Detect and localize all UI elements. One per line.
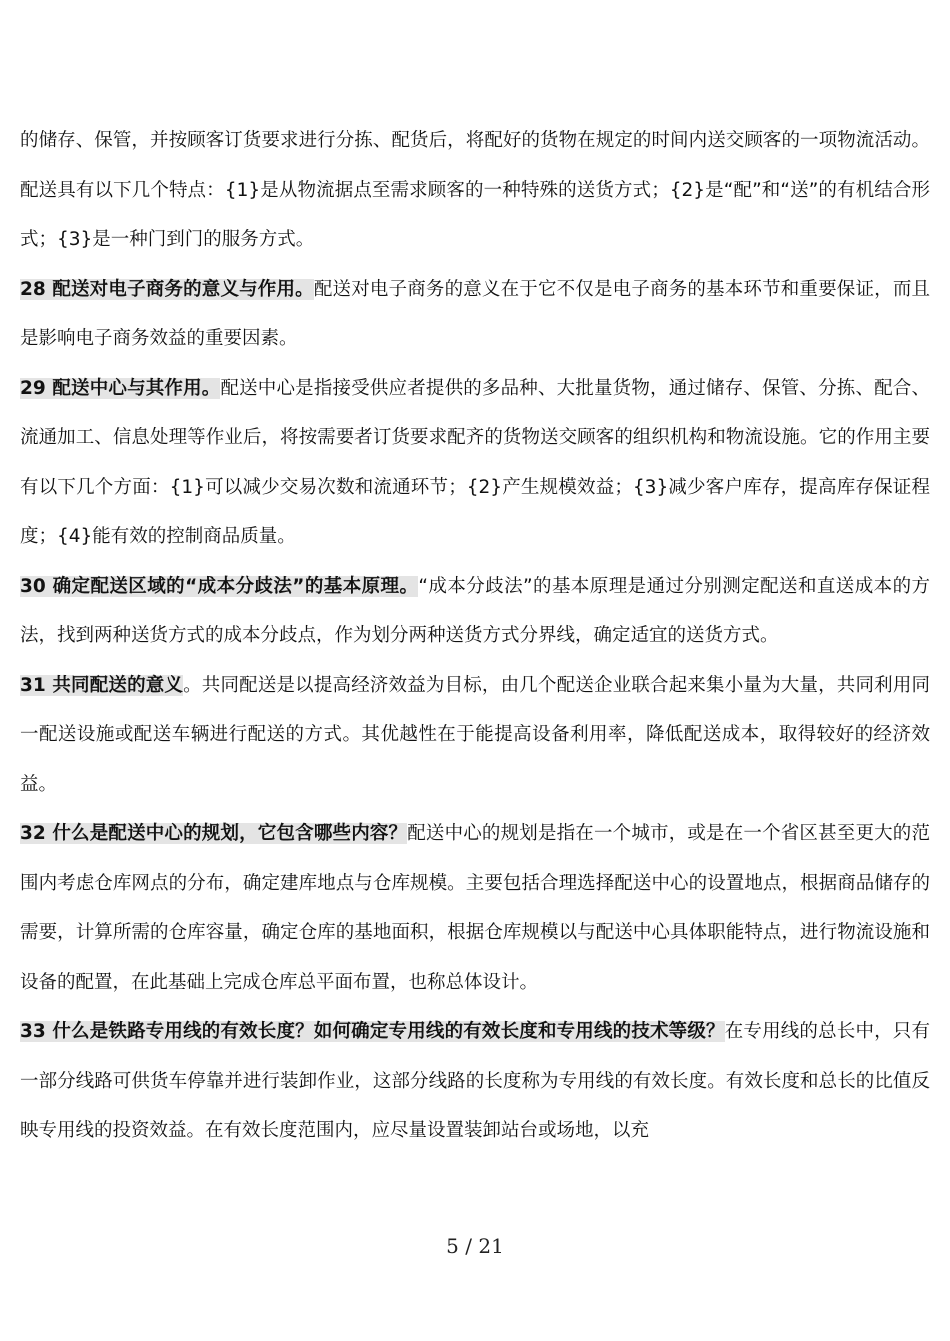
item-29-answer: 配送中心是指接受供应者提供的多品种、大批量货物，通过储存、保管、分拣、配合、流通加工、信息处理等作业后，将按需要者订货要求配齐的货物送交顾客的组织机构和物流设施。它的作用主要有以下几个方面：{1}可以减少交易次数和流通环节；{2}产生规模效益；{3}减少客户库存，提高库存保证程度；{4}能有效的控制商品质量。 bbox=[20, 377, 930, 547]
item-31-answer: 。共同配送是以提高经济效益为目标，由几个配送企业联合起来集小量为大量，共同利用同一配送设施或配送车辆进行配送的方式。其优越性在于能提高设备利用率，降低配送成本，取得较好的经济效益。 bbox=[20, 674, 930, 795]
item-33 bbox=[20, 1007, 930, 1156]
item-30-question: 30 确定配送区域的“成本分歧法”的基本原理。 bbox=[20, 575, 419, 597]
item-32-answer: 配送中心的规划是指在一个城市，或是在一个省区甚至更大的范围内考虑仓库网点的分布，确定建库地点与仓库规模。主要包括合理选择配送中心的设置地点，根据商品储存的需要，计算所需的仓库容量，确定仓库的基地面积，根据仓库规模以与配送中心具体职能特点，进行物流设施和设备的配置，在此基础上完成仓库总平面布置，也称总体设计。 bbox=[20, 823, 930, 993]
item-29 bbox=[20, 364, 930, 562]
item-31 bbox=[20, 661, 930, 810]
intro-text: 的储存、保管，并按顾客订货要求进行分拣、配货后，将配好的货物在规定的时间内送交顾客的一项物流活动。配送具有以下几个特点：{1}是从物流据点至需求顾客的一种特殊的送货方式；{2}是“配”和“送”的有机结合形式；{3}是一种门到门的服务方式。 bbox=[20, 130, 930, 250]
item-31-question: 31 共同配送的意义 bbox=[20, 674, 184, 696]
item-28-question: 28 配送对电子商务的意义与作用。 bbox=[20, 278, 314, 300]
intro-paragraph bbox=[20, 116, 930, 265]
item-33-question: 33 什么是铁路专用线的有效长度？如何确定专用线的有效长度和专用线的技术等级？ bbox=[20, 1021, 725, 1042]
item-29-question: 29 配送中心与其作用。 bbox=[20, 377, 221, 399]
item-30-answer: “成本分歧法”的基本原理是通过分别测定配送和直送成本的方法，找到两种送货方式的成本分歧点，作为划分两种送货方式分界线，确定适宜的送货方式。 bbox=[20, 575, 931, 646]
item-28 bbox=[20, 265, 930, 364]
item-32 bbox=[20, 809, 930, 1007]
document-body bbox=[20, 116, 930, 1156]
item-28-answer: 配送对电子商务的意义在于它不仅是电子商务的基本环节和重要保证，而且是影响电子商务效益的重要因素。 bbox=[20, 278, 930, 349]
item-30 bbox=[20, 562, 930, 661]
item-32-question: 32 什么是配送中心的规划，它包含哪些内容？ bbox=[20, 823, 408, 844]
item-33-answer: 在专用线的总长中，只有一部分线路可供货车停靠并进行装卸作业，这部分线路的长度称为专用线的有效长度。有效长度和总长的比值反映专用线的投资效益。在有效长度范围内，应尽量设置装卸站台或场地，以充 bbox=[20, 1021, 930, 1141]
page-number: 5 / 21 bbox=[446, 1234, 504, 1258]
